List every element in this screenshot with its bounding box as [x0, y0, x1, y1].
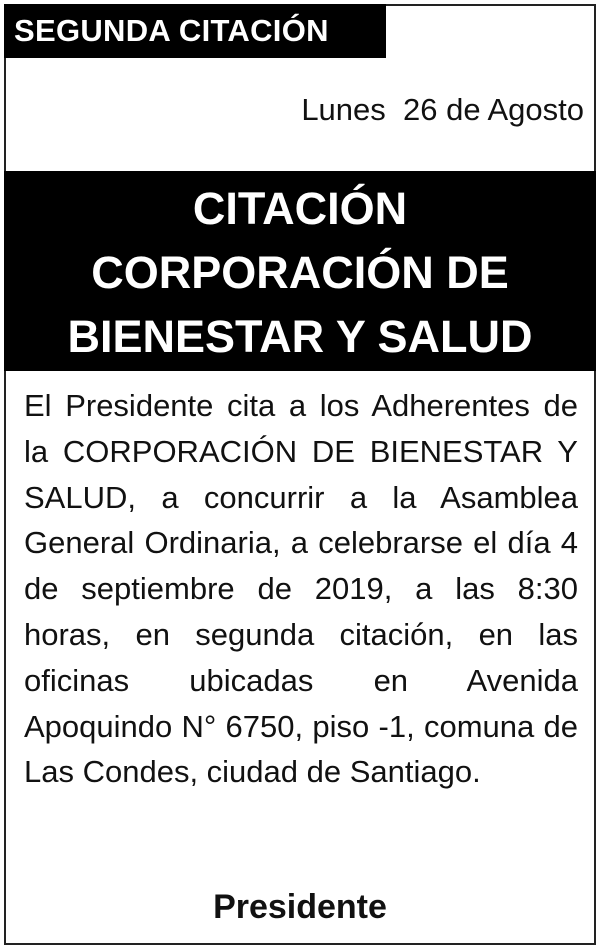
notice-body: El Presidente cita a los Adherentes de la CORPORACIÓN DE BIENESTAR Y SALUD, a concurrir a la Asamblea General Ordinaria, a celebrarse el día 4 de septiembre de 2019, a las 8:30 horas, en segunda citación, en las oficinas ubicadas en Avenida Apoquindo N° 6750, piso -1, comuna de Las Condes, ciudad de Santiago. — [24, 388, 578, 790]
title-banner — [4, 171, 596, 371]
title-line-3: BIENESTAR Y SALUD — [67, 311, 533, 362]
notice-tag: SEGUNDA CITACIÓN — [4, 4, 386, 58]
notice-date: Lunes 26 de Agosto — [301, 92, 584, 127]
citation-notice — [4, 4, 596, 945]
title-line-2: CORPORACIÓN DE — [91, 247, 509, 298]
title-line-1: CITACIÓN — [192, 183, 408, 234]
signature: Presidente — [213, 888, 387, 926]
